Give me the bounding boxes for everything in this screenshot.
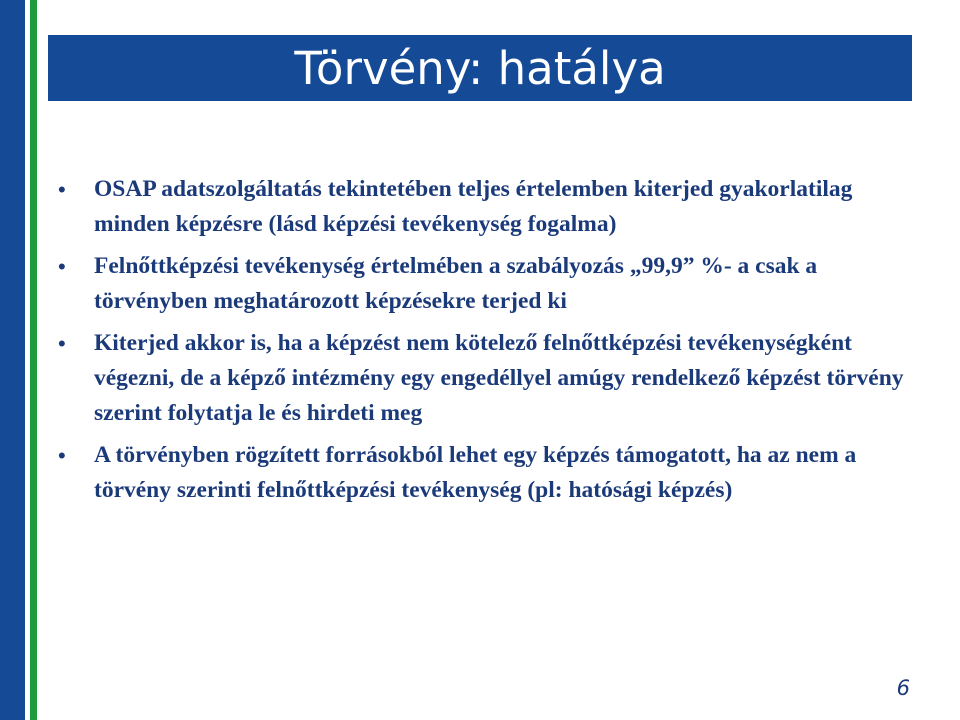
- bullet-text: A törvényben rögzített forrásokból lehet egy képzés támogatott, ha az nem a törvény szerinti felnőttképzési tevékenység (pl: hatósági képzés): [94, 442, 857, 503]
- slide-title: Törvény: hatálya: [294, 41, 666, 95]
- bullet-list: [56, 172, 906, 515]
- bullet-icon: •: [58, 254, 66, 279]
- left-blue-stripe: [0, 0, 25, 720]
- bullet-icon: •: [58, 177, 66, 202]
- bullet-text: OSAP adatszolgáltatás tekintetében teljes értelemben kiterjed gyakorlatilag minden képzésre (lásd képzési tevékenység fogalma): [94, 176, 853, 237]
- bullet-item: [56, 172, 906, 242]
- bullet-icon: •: [58, 443, 66, 468]
- bullet-item: [56, 438, 906, 508]
- left-green-stripe: [30, 0, 37, 720]
- bullet-text: Kiterjed akkor is, ha a képzést nem kötelező felnőttképzési tevékenységként végezni, de a képző intézmény egy engedéllyel amúgy rendelkező képzést törvény szerint folytatja le és hirdeti meg: [94, 330, 904, 426]
- page-number: 6: [896, 676, 910, 700]
- bullet-text: Felnőttképzési tevékenység értelmében a szabályozás „99,9” %- a csak a törvényben meghatározott képzésekre terjed ki: [94, 253, 818, 314]
- title-bar: [48, 35, 912, 101]
- bullet-icon: •: [58, 331, 66, 356]
- bullet-item: [56, 326, 906, 431]
- bullet-item: [56, 249, 906, 319]
